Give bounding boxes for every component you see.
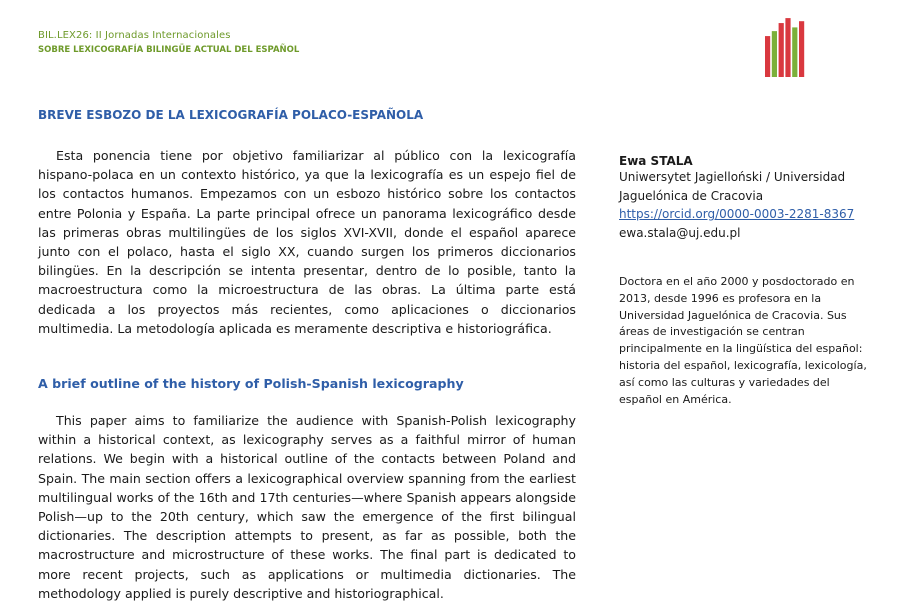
english-abstract: This paper aims to familiarize the audience with Spanish-Polish lexicography within a historical context, as lexicography serves as a faithful mirror of human relations. We begin with a historical outline of the contacts between Poland and Spain. The main section offers a lexicographical overview spanning from the earliest multilingual works of the 16th and 17th centuries—where Spanish appears alongside Polish—up to the 20th century, which saw the emergence of the first bilingual dictionaries. The description attempts to present, as far as possible, both the macrostructure and microstructure of these works. The final part is dedicated to more recent projects, such as applications or multimedia dictionaries. The methodology applied is purely descriptive and historiographical. <box>38 413 576 601</box>
author-name: Ewa STALA <box>619 154 693 168</box>
spanish-abstract: Esta ponencia tiene por objetivo familiarizar al público con la lexicografía hispano-polaca en un contexto histórico, ya que la lexicografía es un espejo fiel de los contactos humanos. Empezamos con un esbozo histórico sobre los contactos entre Polonia y España. La parte principal ofrece un panorama lexicográfico desde las primeras obras multilingües de los siglos XVI-XVII, donde el español aparece junto con el polaco, hasta el siglo XX, cuando surgen los primeros diccionarios bilingües. En la descripción se intenta presentar, dentro de lo posible, tanto la macroestructura como la microestructura de las obras. La última parte está dedicada a los proyectos más recientes, como aplicaciones o diccionarios multimedia. La metodología aplicada es meramente descriptiva e historiográfica. <box>38 148 576 336</box>
logo-bar <box>799 21 804 77</box>
spanish-title: BREVE ESBOZO DE LA LEXICOGRAFÍA POLACO-ESPAÑOLA <box>38 108 424 122</box>
abstract-column <box>38 108 576 603</box>
logo-bar <box>772 31 777 77</box>
author-affiliation-line1: Uniwersytet Jagielloński / Universidad <box>619 170 846 184</box>
conference-title: BIL.LEX26: II Jornadas Internacionales <box>38 30 231 41</box>
english-title: A brief outline of the history of Polish-Spanish lexicography <box>38 376 464 392</box>
logo-bar <box>785 18 790 77</box>
conference-header <box>38 30 299 55</box>
logo-bar <box>792 27 797 77</box>
author-email: ewa.stala@uj.edu.pl <box>619 225 741 240</box>
conference-subtitle: SOBRE LEXICOGRAFÍA BILINGÜE ACTUAL DEL ESPAÑOL <box>38 45 300 55</box>
author-bio: Doctora en el año 2000 y posdoctorado en 2013, desde 1996 es profesora en la Universidad Jaguelónica de Cracovia. Sus áreas de investigación se centran principalmente en la lingüística del español: historia del español, lexicografía, lexicología, así como las culturas y variedades del español en América. <box>619 275 867 406</box>
logo-bar <box>765 36 770 77</box>
logo-bar <box>779 23 784 77</box>
author-column <box>619 154 869 408</box>
conference-logo <box>764 15 806 77</box>
author-affiliation-line2: Jaguelónica de Cracovia <box>619 188 764 203</box>
orcid-link[interactable]: https://orcid.org/0000-0003-2281-8367 <box>619 207 855 221</box>
